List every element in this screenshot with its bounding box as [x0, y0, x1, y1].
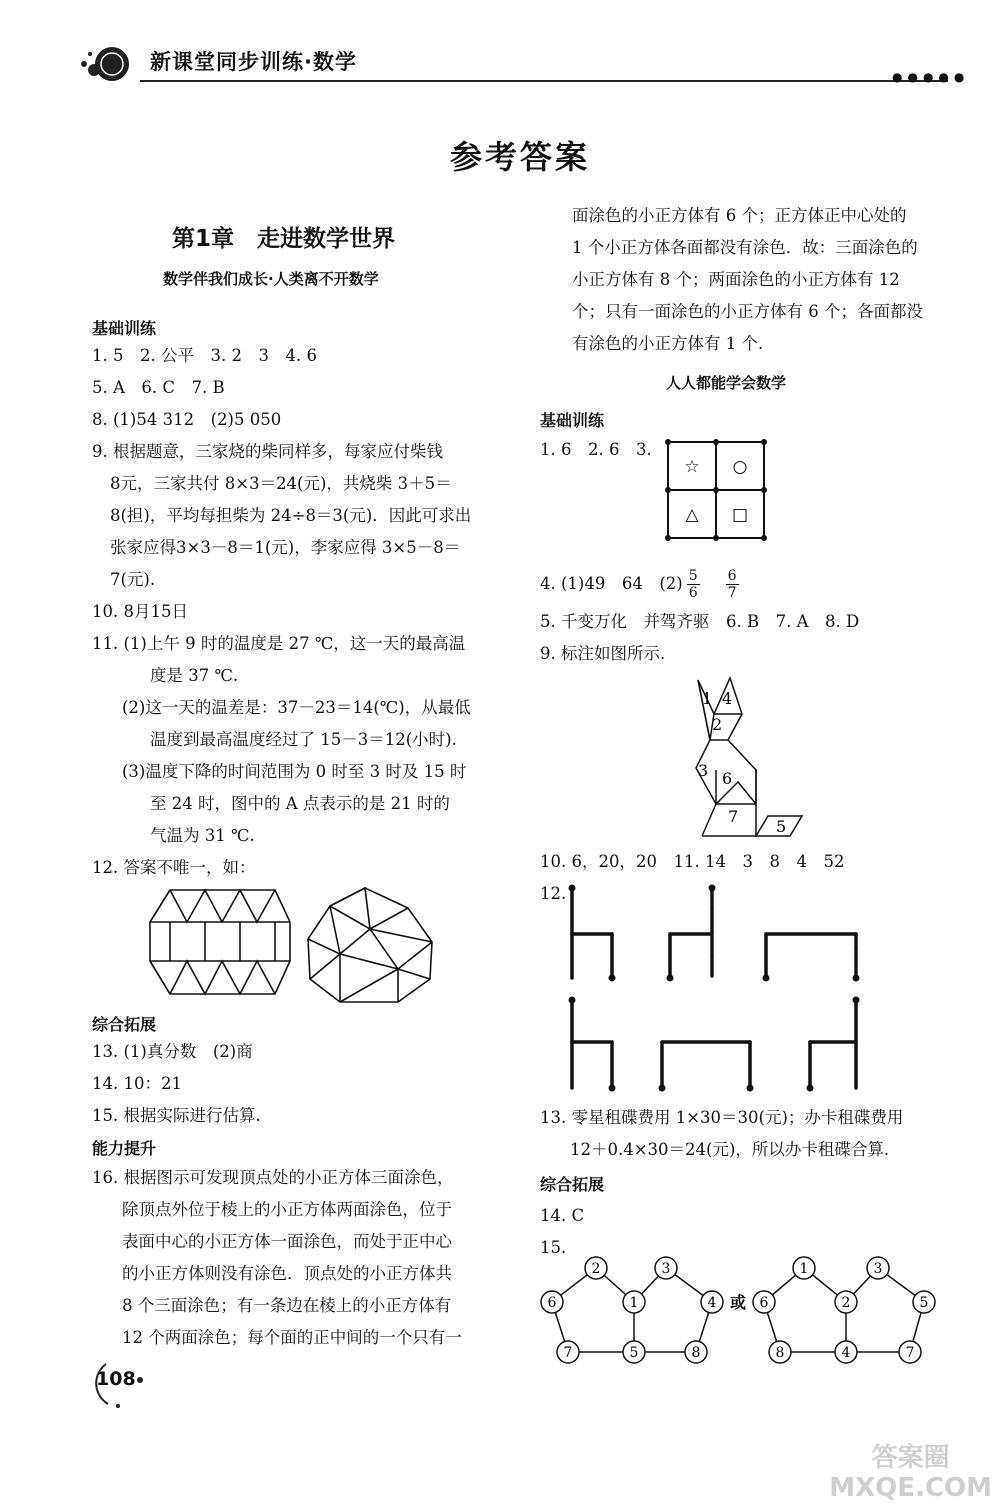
symbol-grid: [660, 434, 772, 546]
graph-node-label: 4: [707, 1295, 717, 1311]
watermark: [829, 1443, 992, 1503]
fraction: [726, 568, 739, 601]
number-graphs: [536, 1254, 950, 1368]
fraction-denominator: 7: [727, 585, 737, 601]
answer-line: 1. 5 2. 公平 3. 2 3 4. 6: [92, 346, 317, 365]
graph-node-label: 3: [873, 1261, 883, 1277]
answer-line: 8(担)，平均每担柴为 24÷8＝3(元)．因此可求出: [110, 506, 472, 525]
left-ability-label: 能力提升: [92, 1139, 157, 1158]
answer-line: 气温为 31 ℃.: [150, 826, 255, 845]
tangram-label: 3: [698, 761, 709, 780]
answer-line: 12 个两面涂色；每个面的正中间的一个只有一: [122, 1328, 462, 1347]
answer-line: 14. C: [540, 1206, 585, 1225]
watermark-url: MXQE.COM: [829, 1473, 992, 1503]
fraction-denominator: 6: [688, 585, 698, 601]
graph-node-label: 5: [919, 1295, 929, 1311]
answer-line: 10. 8月15日: [92, 602, 188, 621]
tangram-label: 4: [722, 689, 733, 708]
answer-line: 10. 6，20，20 11. 14 3 8 4 52: [540, 852, 845, 871]
chapter-title: 第1章 走进数学世界: [172, 226, 396, 252]
graph-node-label: 4: [841, 1345, 851, 1361]
q4-text: 4. (1)49 64 (2): [540, 574, 683, 593]
page-number: 108: [96, 1368, 136, 1390]
triangle-symbol: △: [685, 505, 699, 525]
header-rule: [140, 80, 948, 82]
or-label: 或: [729, 1293, 747, 1312]
square-symbol: □: [731, 505, 749, 525]
graph-node-label: 1: [799, 1261, 809, 1277]
fraction-numerator: 6: [727, 568, 737, 584]
graph-node-label: 7: [905, 1345, 915, 1361]
watermark-logo-text: 答案圈: [871, 1443, 950, 1473]
tangram-label: 5: [776, 817, 787, 836]
answer-line: 11. (1)上午 9 时的温度是 27 ℃，这一天的最高温: [92, 634, 466, 653]
graph-node-label: 2: [591, 1261, 601, 1277]
graph-node-label: 8: [691, 1345, 701, 1361]
answer-line: 的小正方体则没有涂色．顶点处的小正方体共: [122, 1264, 452, 1283]
answer-line: 13. 零星租碟费用 1×30＝30(元)；办卡租碟费用: [540, 1108, 904, 1127]
answer-line: 表面中心的小正方体一面涂色，而处于正中心: [122, 1232, 452, 1251]
answer-line: 至 24 时，图中的 A 点表示的是 21 时的: [150, 794, 450, 813]
answer-line: 除顶点外位于棱上的小正方体两面涂色，位于: [122, 1200, 452, 1219]
right-basic-label: 基础训练: [540, 411, 605, 430]
answer-line: 12. 答案不唯一，如：: [92, 858, 256, 877]
fraction: [687, 568, 700, 601]
circle-symbol: ○: [732, 457, 748, 477]
answer-line: 面涂色的小正方体有 6 个；正方体正中心处的: [572, 206, 907, 225]
graph-node-label: 1: [629, 1295, 639, 1311]
answer-line: 8. (1)54 312 (2)5 050: [92, 410, 282, 429]
answer-line: 12.: [540, 884, 567, 903]
graph-node-label: 5: [629, 1345, 639, 1361]
answer-line: 有涂色的小正方体有 1 个.: [572, 334, 764, 353]
answer-line: 14. 10：21: [92, 1074, 182, 1093]
answer-line: 5. 千变万化 并驾齐驱 6. B 7. A 8. D: [540, 612, 860, 631]
graph-node-label: 2: [841, 1295, 851, 1311]
answer-line: 8元，三家共付 8×3＝24(元)，共烧柴 3＋5＝: [110, 474, 452, 493]
tangram-label: 1: [702, 689, 713, 708]
answer-line: 1 个小正方体各面都没有涂色．故：三面涂色的: [572, 238, 918, 257]
left-basic-label: 基础训练: [92, 319, 157, 338]
answer-line: 度是 37 ℃.: [150, 666, 239, 685]
header-logo: [74, 44, 134, 84]
answer-line: 9. 标注如图所示.: [540, 644, 666, 663]
graph-node-label: 6: [547, 1295, 557, 1311]
matchstick-figures: [560, 880, 870, 1092]
q12-polygon-figures: [140, 884, 450, 1008]
answer-line: 小正方体有 8 个；两面涂色的小正方体有 12: [572, 270, 900, 289]
right-ext-label: 综合拓展: [540, 1175, 605, 1194]
star-symbol: ☆: [684, 457, 700, 477]
answer-line: (2)这一天的温差是：37－23＝14(℃)，从最低: [122, 698, 471, 717]
answer-line: 7(元).: [110, 570, 156, 589]
tangram-label: 6: [722, 769, 733, 788]
graph-node-label: 7: [563, 1345, 573, 1361]
answer-line: 15.: [540, 1238, 567, 1257]
tangram-figure: [690, 674, 830, 842]
tangram-label: 7: [728, 807, 739, 826]
tangram-label: 2: [712, 715, 723, 734]
answer-line: 8 个三面涂色；有一条边在棱上的小正方体有: [122, 1296, 452, 1315]
left-subtitle: 数学伴我们成长·人类离不开数学: [163, 270, 379, 288]
graph-node-label: 3: [661, 1261, 671, 1277]
answer-line: 9. 根据题意，三家烧的柴同样多，每家应付柴钱: [92, 442, 443, 461]
left-ext-label: 综合拓展: [92, 1015, 157, 1034]
answer-line: 15. 根据实际进行估算.: [92, 1106, 261, 1125]
graph-node-label: 6: [759, 1295, 769, 1311]
header-title: 新课堂同步训练·数学: [150, 50, 357, 74]
answer-line: 5. A 6. C 7. B: [92, 378, 225, 397]
answer-line: 13. (1)真分数 (2)商: [92, 1042, 253, 1061]
answer-line: 温度到最高温度经过了 15－3＝12(小时).: [150, 730, 457, 749]
header-dots: ●●●●●: [892, 70, 970, 84]
page-title: 参考答案: [449, 138, 590, 176]
answer-line: [540, 566, 743, 602]
answer-line: 12＋0.4×30＝24(元)，所以办卡租碟合算.: [570, 1140, 890, 1159]
answer-line: 张家应得3×3－8＝1(元)，李家应得 3×5－8＝: [110, 538, 461, 557]
graph-node-label: 8: [775, 1345, 785, 1361]
right-subtitle: 人人都能学会数学: [666, 374, 787, 392]
answer-line: 个；只有一面涂色的小正方体有 6 个；各面都没: [572, 302, 923, 321]
answer-line: 16. 根据图示可发现顶点处的小正方体三面涂色，: [92, 1168, 454, 1187]
answer-line: 1. 6 2. 6 3.: [540, 440, 652, 459]
answer-line: (3)温度下降的时间范围为 0 时至 3 时及 15 时: [122, 762, 467, 781]
fraction-numerator: 5: [688, 568, 698, 584]
